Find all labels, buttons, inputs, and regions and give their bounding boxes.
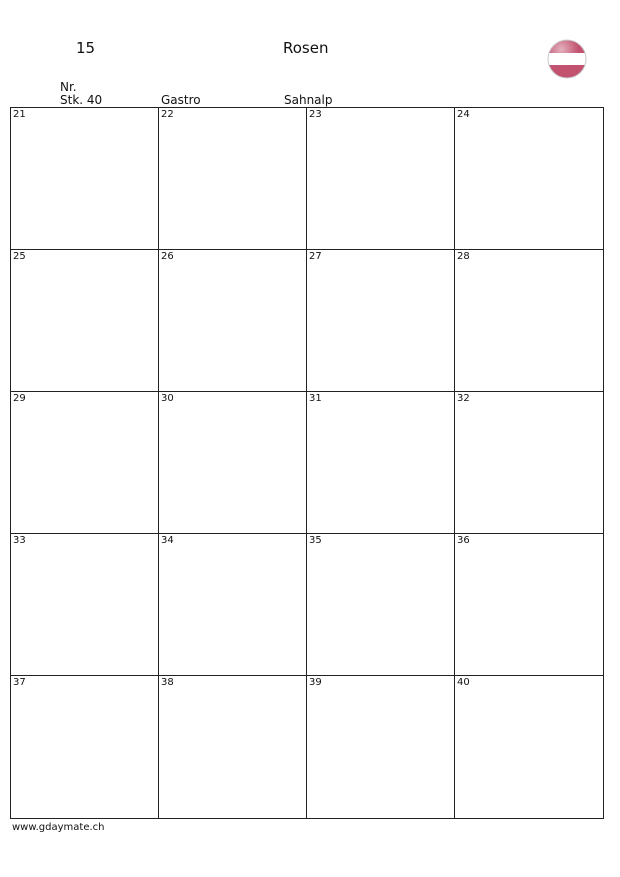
nr-label: Nr. [60, 80, 77, 94]
grid-cell [307, 534, 455, 676]
cell-number: 31 [309, 393, 322, 404]
grid-cell [159, 676, 307, 818]
cell-number: 37 [13, 677, 26, 688]
cell-number: 34 [161, 535, 174, 546]
grid-cell [455, 676, 603, 818]
cell-number: 28 [457, 251, 470, 262]
grid-cell [159, 108, 307, 250]
grid-cell [455, 534, 603, 676]
cell-number: 22 [161, 109, 174, 120]
cell-number: 24 [457, 109, 470, 120]
cell-number: 36 [457, 535, 470, 546]
cell-number: 39 [309, 677, 322, 688]
stk-label: Stk. 40 [60, 93, 103, 107]
cell-number: 21 [13, 109, 26, 120]
cell-number: 40 [457, 677, 470, 688]
page-title: Rosen [283, 39, 329, 57]
category-label: Gastro [161, 93, 201, 107]
grid-cell [307, 250, 455, 392]
grid-cell [11, 676, 159, 818]
supplier-label: Sahnalp [284, 93, 333, 107]
cell-number: 35 [309, 535, 322, 546]
page-number: 15 [76, 39, 96, 57]
grid-cell [307, 392, 455, 534]
grid-cell [11, 108, 159, 250]
grid-cell [455, 250, 603, 392]
grid-cell [159, 250, 307, 392]
austria-flag-icon [547, 39, 587, 79]
cell-number: 25 [13, 251, 26, 262]
cell-number: 30 [161, 393, 174, 404]
cell-number: 27 [309, 251, 322, 262]
grid-cell [11, 534, 159, 676]
grid-cell [455, 392, 603, 534]
grid-cell [455, 108, 603, 250]
grid-cell [11, 392, 159, 534]
cell-number: 29 [13, 393, 26, 404]
cell-number: 23 [309, 109, 322, 120]
grid-cell [159, 534, 307, 676]
cell-number: 26 [161, 251, 174, 262]
cell-number: 32 [457, 393, 470, 404]
sticker-grid [10, 107, 604, 819]
grid-cell [307, 676, 455, 818]
footer-url: www.gdaymate.ch [12, 822, 105, 833]
grid-cell [11, 250, 159, 392]
cell-number: 38 [161, 677, 174, 688]
grid-cell [307, 108, 455, 250]
grid-cell [159, 392, 307, 534]
cell-number: 33 [13, 535, 26, 546]
